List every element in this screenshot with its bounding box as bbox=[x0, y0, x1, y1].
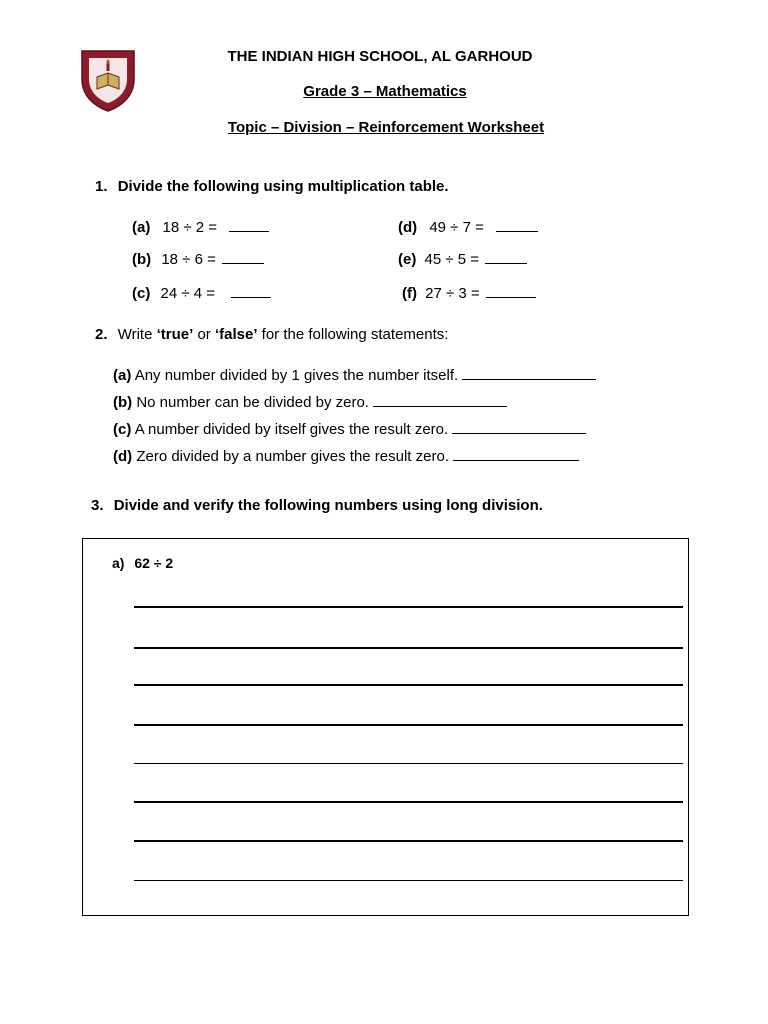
q1-item-label: (d) bbox=[398, 219, 418, 236]
answer-blank[interactable] bbox=[229, 218, 269, 232]
q1-item-e bbox=[398, 250, 527, 268]
q3-heading bbox=[91, 497, 543, 514]
answer-blank[interactable] bbox=[486, 284, 536, 298]
q3-prompt: Divide and verify the following numbers using long division. bbox=[113, 497, 543, 514]
q2-item-text: A number divided by itself gives the result zero. bbox=[134, 421, 449, 438]
answer-blank[interactable] bbox=[222, 250, 264, 264]
q2-item-b bbox=[113, 393, 507, 411]
q3-sub-label: a) bbox=[112, 555, 125, 571]
q2-item-d bbox=[113, 447, 579, 465]
q1-item-a bbox=[132, 218, 269, 236]
answer-blank[interactable] bbox=[496, 218, 538, 232]
q3-sub-expr: 62 ÷ 2 bbox=[134, 555, 174, 571]
q2-item-label: (a) bbox=[113, 367, 132, 384]
q2-heading bbox=[95, 326, 448, 343]
q1-item-label: (c) bbox=[132, 285, 151, 302]
q1-item-b bbox=[132, 250, 264, 268]
writing-line[interactable] bbox=[134, 606, 683, 608]
answer-blank[interactable] bbox=[453, 447, 579, 461]
q1-item-expr: 18 ÷ 2 = bbox=[162, 219, 218, 236]
q2-item-label: (c) bbox=[113, 421, 132, 438]
q3-number: 3. bbox=[91, 497, 104, 514]
q2-number: 2. bbox=[95, 326, 108, 343]
q1-item-label: (a) bbox=[132, 219, 151, 236]
q2-item-text: No number can be divided by zero. bbox=[136, 394, 369, 411]
q3-sub-item bbox=[112, 555, 173, 571]
school-crest-logo bbox=[78, 47, 138, 113]
writing-line[interactable] bbox=[134, 763, 683, 764]
answer-blank[interactable] bbox=[452, 420, 586, 434]
q1-item-expr: 49 ÷ 7 = bbox=[429, 219, 484, 236]
q2-false-word: ‘false’ bbox=[214, 326, 258, 343]
q2-true-word: ‘true’ bbox=[156, 326, 194, 343]
answer-blank[interactable] bbox=[462, 366, 596, 380]
school-name: THE INDIAN HIGH SCHOOL, AL GARHOUD bbox=[227, 48, 533, 65]
q1-item-expr: 45 ÷ 5 = bbox=[424, 251, 480, 268]
answer-blank[interactable] bbox=[231, 284, 271, 298]
q1-prompt: Divide the following using multiplication table. bbox=[117, 178, 449, 195]
q1-item-expr: 24 ÷ 4 = bbox=[160, 285, 216, 302]
q2-item-label: (b) bbox=[113, 394, 133, 411]
answer-blank[interactable] bbox=[485, 250, 527, 264]
q2-item-a bbox=[113, 366, 596, 384]
q1-item-expr: 27 ÷ 3 = bbox=[425, 285, 480, 302]
q1-item-label: (f) bbox=[402, 285, 417, 302]
q1-item-expr: 18 ÷ 6 = bbox=[161, 251, 216, 268]
q2-item-text: Any number divided by 1 gives the number itself. bbox=[134, 367, 459, 384]
writing-line[interactable] bbox=[134, 880, 683, 881]
q1-item-label: (e) bbox=[398, 251, 417, 268]
q2-prompt-post: for the following statements: bbox=[257, 326, 449, 343]
writing-line[interactable] bbox=[134, 840, 683, 842]
q1-item-label: (b) bbox=[132, 251, 152, 268]
q1-number: 1. bbox=[95, 178, 108, 195]
q2-prompt-pre: Write bbox=[117, 326, 157, 343]
writing-line[interactable] bbox=[134, 684, 683, 686]
q1-item-d bbox=[398, 218, 538, 236]
writing-line[interactable] bbox=[134, 647, 683, 649]
writing-line[interactable] bbox=[134, 724, 683, 726]
q2-item-c bbox=[113, 420, 586, 438]
long-division-answer-box bbox=[82, 538, 689, 916]
q1-item-f bbox=[402, 284, 536, 302]
writing-line[interactable] bbox=[134, 801, 683, 803]
q1-heading bbox=[95, 178, 449, 195]
q2-item-text: Zero divided by a number gives the result zero. bbox=[136, 448, 449, 465]
q2-prompt-mid: or bbox=[193, 326, 215, 343]
answer-blank[interactable] bbox=[373, 393, 507, 407]
grade-title: Grade 3 – Mathematics bbox=[303, 83, 467, 100]
topic-title: Topic – Division – Reinforcement Worksheet bbox=[227, 119, 545, 136]
q2-item-label: (d) bbox=[113, 448, 133, 465]
q1-item-c bbox=[132, 284, 271, 302]
